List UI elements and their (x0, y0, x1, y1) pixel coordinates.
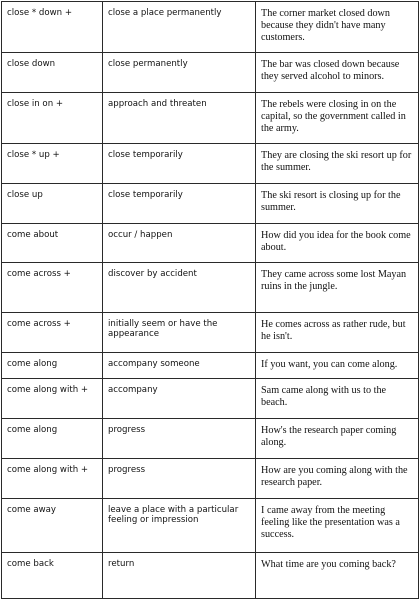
meaning-cell: accompany someone (103, 353, 256, 379)
table-row (2, 353, 419, 379)
table-row (2, 224, 419, 263)
phrasal-verb-cell: come across + (2, 313, 103, 353)
example-cell: What time are you coming back? (256, 553, 419, 599)
phrasal-verb-cell: come away (2, 499, 103, 553)
table-row (2, 499, 419, 553)
table-row (2, 2, 419, 53)
example-cell: How did you idea for the book come about. (256, 224, 419, 263)
meaning-cell: initially seem or have the appearance (103, 313, 256, 353)
phrasal-verb-cell: close * down + (2, 2, 103, 53)
example-cell: How are you coming along with the research paper. (256, 459, 419, 499)
phrasal-verb-cell: come along with + (2, 379, 103, 419)
table-row (2, 93, 419, 144)
phrasal-verb-cell: close * up + (2, 144, 103, 184)
phrasal-verb-cell: come back (2, 553, 103, 599)
meaning-cell: progress (103, 459, 256, 499)
table-row (2, 53, 419, 93)
phrasal-verb-cell: come along (2, 419, 103, 459)
example-cell: He comes across as rather rude, but he isn't. (256, 313, 419, 353)
table-row (2, 263, 419, 313)
example-cell: The rebels were closing in on the capital, so the government called in the army. (256, 93, 419, 144)
example-cell: They came across some lost Mayan ruins in the jungle. (256, 263, 419, 313)
example-cell: The corner market closed down because they didn't have many customers. (256, 2, 419, 53)
example-cell: How's the research paper coming along. (256, 419, 419, 459)
example-cell: I came away from the meeting feeling like the presentation was a success. (256, 499, 419, 553)
phrasal-verb-table (1, 1, 419, 599)
example-cell: The bar was closed down because they served alcohol to minors. (256, 53, 419, 93)
table-row (2, 419, 419, 459)
table-row (2, 553, 419, 599)
phrasal-verb-cell: come along with + (2, 459, 103, 499)
meaning-cell: progress (103, 419, 256, 459)
meaning-cell: accompany (103, 379, 256, 419)
phrasal-verb-table-container (1, 1, 418, 599)
table-body (2, 2, 419, 599)
example-cell: If you want, you can come along. (256, 353, 419, 379)
meaning-cell: close permanently (103, 53, 256, 93)
example-cell: The ski resort is closing up for the summer. (256, 184, 419, 224)
table-row (2, 144, 419, 184)
table-row (2, 184, 419, 224)
meaning-cell: close temporarily (103, 144, 256, 184)
meaning-cell: close a place permanently (103, 2, 256, 53)
meaning-cell: close temporarily (103, 184, 256, 224)
table-row (2, 459, 419, 499)
phrasal-verb-cell: close down (2, 53, 103, 93)
example-cell: They are closing the ski resort up for the summer. (256, 144, 419, 184)
meaning-cell: approach and threaten (103, 93, 256, 144)
meaning-cell: occur / happen (103, 224, 256, 263)
table-row (2, 313, 419, 353)
phrasal-verb-cell: come across + (2, 263, 103, 313)
phrasal-verb-cell: come about (2, 224, 103, 263)
meaning-cell: discover by accident (103, 263, 256, 313)
phrasal-verb-cell: come along (2, 353, 103, 379)
example-cell: Sam came along with us to the beach. (256, 379, 419, 419)
table-row (2, 379, 419, 419)
phrasal-verb-cell: close up (2, 184, 103, 224)
phrasal-verb-cell: close in on + (2, 93, 103, 144)
meaning-cell: return (103, 553, 256, 599)
meaning-cell: leave a place with a particular feeling or impression (103, 499, 256, 553)
